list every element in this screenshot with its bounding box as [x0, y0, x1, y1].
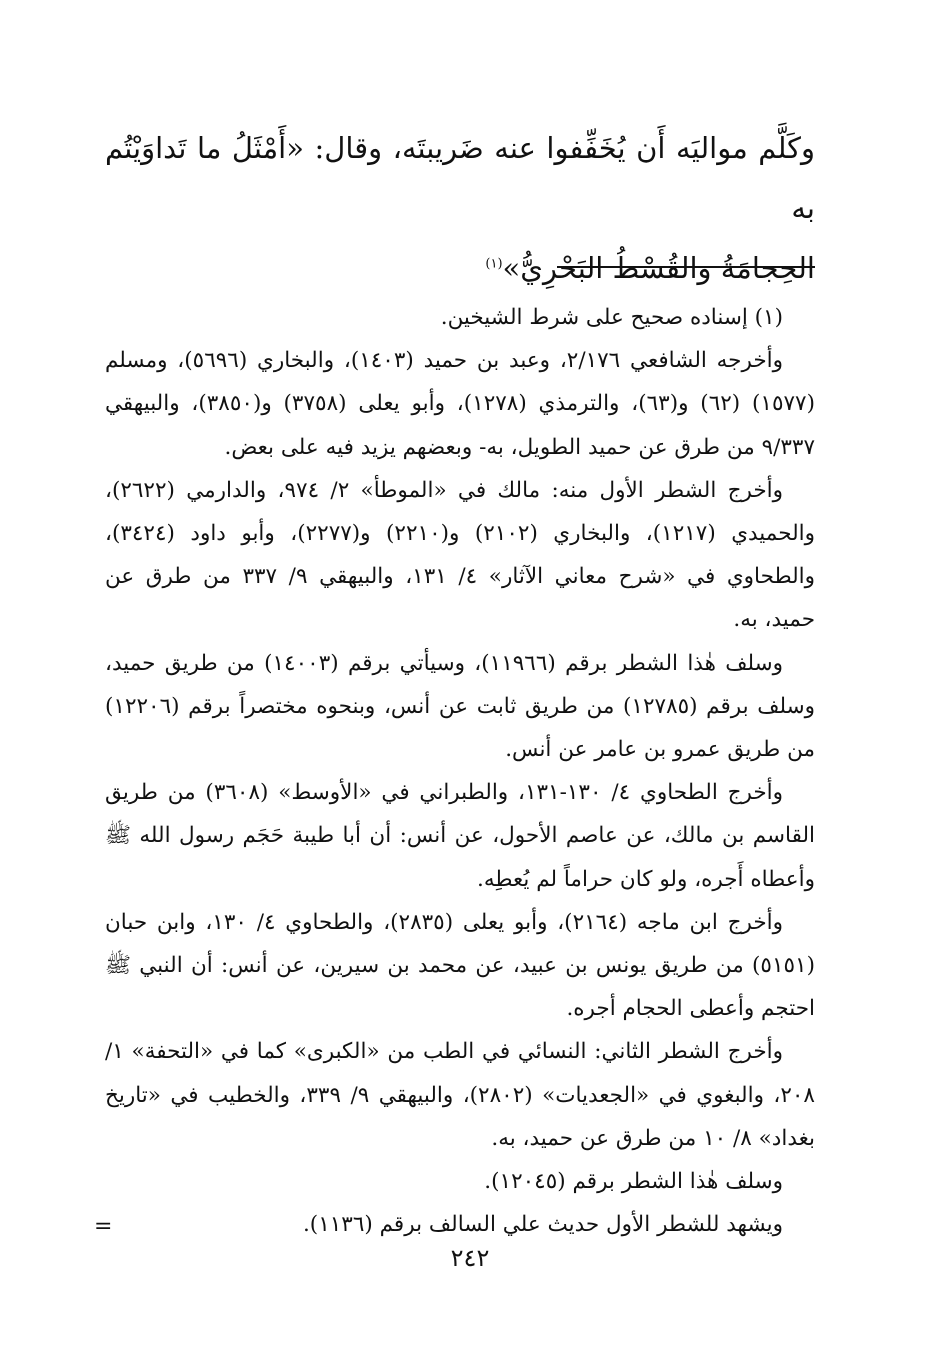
- footnotes: [105, 296, 815, 1246]
- footnote-paragraph-5: وأخرج الطحاوي ٤/ ١٣٠-١٣١، والطبراني في «الأوسط» (٣٦٠٨) من طريق القاسم بن مالك، عن عاصم الأحول، عن أنس: أن أبا طيبة حَجَم رسول الله ﷺ وأعطاه أَجره، ولو كان حراماً لم يُعطِه.: [105, 780, 815, 892]
- continuation-marker: =: [94, 1214, 113, 1239]
- page-number: ٢٤٢: [450, 1244, 490, 1272]
- footnote-paragraph-4: وسلف هٰذا الشطر برقم (١١٩٦٦)، وسيأتي برقم (١٤٠٠٣) من طريق حميد، وسلف برقم (١٢٧٨٥) من طريق ثابت عن أنس، وبنحوه مختصراً برقم (١٢٢٠٦) من طريق عمرو بن عامر عن أنس.: [105, 650, 815, 763]
- main-text-line-1: وكَلَّم مواليَه أَن يُخَفِّفوا عنه ضَريبتَه، وقال: «أَمْثَلُ ما تَداوَيْتُم به: [105, 131, 815, 225]
- footnote-paragraph-6: وأخرج ابن ماجه (٢١٦٤)، وأبو يعلى (٢٨٣٥)، والطحاوي ٤/ ١٣٠، وابن حبان (٥١٥١) من طريق يونس بن عبيد، عن محمد بن سيرين، عن أنس: أن النبي ﷺ احتجم وأعطى الحجام أجره.: [105, 909, 815, 1022]
- footnote-separator: [557, 266, 815, 268]
- footnote-paragraph-2: وأخرجه الشافعي ٢/١٧٦، وعبد بن حميد (١٤٠٣)، والبخاري (٥٦٩٦)، ومسلم (١٥٧٧) (٦٢) و(٦٣)، والترمذي (١٢٧٨)، وأبو يعلى (٣٧٥٨) و(٣٨٥٠)، والبيهقي ٩/٣٣٧ من طرق عن حميد الطويل، به- وبعضهم يزيد فيه على بعض.: [105, 348, 815, 460]
- footnote-paragraph-9: ويشهد للشطر الأول حديث علي السالف برقم (١١٣٦).: [302, 1212, 783, 1238]
- footnote-paragraph-3: وأخرج الشطر الأول منه: مالك في «الموطأ» ٢/ ٩٧٤، والدارمي (٢٦٢٢)، والحميدي (١٢١٧)، والبخاري (٢١٠٢) و(٢٢١٠) و(٢٢٧٧)، وأبو داود (٣٤٢٤)، والطحاوي في «شرح معاني الآثار» ٤/ ١٣١، والبيهقي ٩/ ٣٣٧ من طرق عن حميد، به.: [105, 477, 816, 633]
- main-text: [105, 118, 815, 298]
- footnote-1: (١) إسناده صحيح على شرط الشيخين.: [440, 305, 783, 330]
- main-text-line-2-content: الحِجامَةُ والقُسْطُ البَحْرِيُّ»: [502, 251, 815, 285]
- main-text-line-2: [105, 238, 815, 298]
- footnote-paragraph-8: وسلف هٰذا الشطر برقم (١٢٠٤٥).: [484, 1169, 783, 1195]
- footnote-reference: (١): [485, 256, 503, 272]
- footnote-paragraph-7: وأخرج الشطر الثاني: النسائي في الطب من «الكبرى» كما في «التحفة» ١/ ٢٠٨، والبغوي في «الجعديات» (٢٨٠٢)، والبيهقي ٩/ ٣٣٩، والخطيب في «تاريخ بغداد» ٨/ ١٠ من طرق عن حميد، به.: [105, 1039, 815, 1151]
